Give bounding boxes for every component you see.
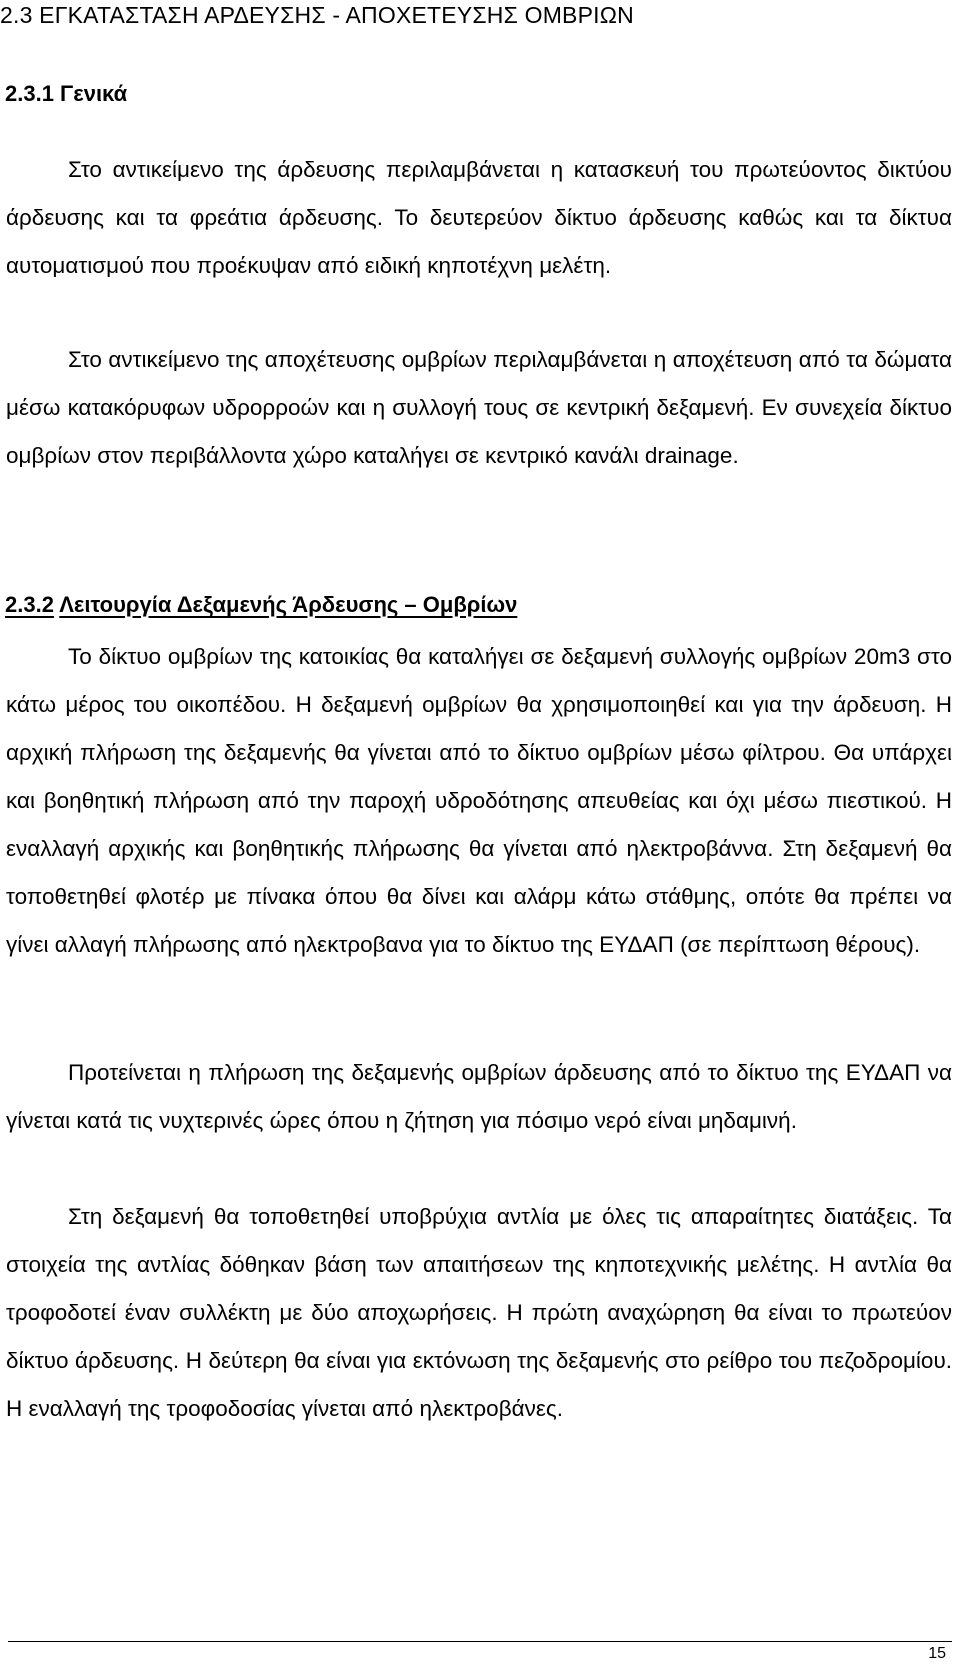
paragraph-text: Στο αντικείμενο της αποχέτευσης ομβρίων περιλαμβάνεται η αποχέτευση από τα δώματα μέσω κατακόρυφων υδρορροών και η συλλογή τους σε κεντρική δεξαμενή. Εν συνεχεία δίκτυο ομβρίων στον περιβάλλοντα χώρο καταλήγει σε κεντρικό κανάλι drainage.	[6, 347, 952, 468]
paragraph-tank-filling	[6, 1049, 952, 1145]
subsection-title-tank-operation	[5, 590, 517, 620]
paragraph-pump	[6, 1193, 952, 1433]
subsection-number: 2.3.2	[5, 592, 54, 617]
paragraph-stormwater-scope	[6, 336, 952, 480]
section-title: 2.3 ΕΓΚΑΤΑΣΤΑΣΗ ΑΡΔΕΥΣΗΣ - ΑΠΟΧΕΤΕΥΣΗΣ ΟΜΒΡΙΩΝ	[0, 2, 634, 28]
paragraph-irrigation-scope	[6, 146, 952, 290]
paragraph-text: Στο αντικείμενο της άρδευσης περιλαμβάνεται η κατασκευή του πρωτεύοντος δικτύου άρδευσης και τα φρεάτια άρδευσης. Το δευτερεύον δίκτυο άρδευσης καθώς και τα δίκτυα αυτοματισμού που προέκυψαν από ειδική κηποτέχνη μελέτη.	[6, 157, 952, 278]
paragraph-text: Προτείνεται η πλήρωση της δεξαμενής ομβρίων άρδευσης από το δίκτυο της ΕΥΔΑΠ να γίνεται κατά τις νυχτερινές ώρες όπου η ζήτηση για πόσιμο νερό είναι μηδαμινή.	[6, 1060, 952, 1133]
page-number: 15	[928, 1645, 946, 1662]
footer-divider	[8, 1641, 952, 1642]
paragraph-text: Στη δεξαμενή θα τοποθετηθεί υποβρύχια αντλία με όλες τις απαραίτητες διατάξεις. Τα στοιχεία της αντλίας δόθηκαν βάση των απαιτήσεων της κηποτεχνικής μελέτης. Η αντλία θα τροφοδοτεί έναν συλλέκτη με δύο αποχωρήσεις. Η πρώτη αναχώρηση θα είναι το πρωτεύον δίκτυο άρδευσης. Η δεύτερη θα είναι για εκτόνωση της δεξαμενής στο ρείθρο του πεζοδρομίου. Η εναλλαγή της τροφοδοσίας γίνεται από ηλεκτροβάνες.	[6, 1204, 952, 1421]
paragraph-tank-network	[6, 633, 952, 969]
paragraph-text: Το δίκτυο ομβρίων της κατοικίας θα καταλήγει σε δεξαμενή συλλογής ομβρίων 20m3 στο κάτω μέρος του οικοπέδου. Η δεξαμενή ομβρίων θα χρησιμοποιηθεί και για την άρδευση. Η αρχική πλήρωση της δεξαμενής θα γίνεται από το δίκτυο ομβρίων μέσω φίλτρου. Θα υπάρχει και βοηθητική πλήρωση από την παροχή υδροδότησης απευθείας και όχι μέσω πιεστικού. Η εναλλαγή αρχικής και βοηθητικής πλήρωσης θα γίνεται από ηλεκτροβάννα. Στη δεξαμενή θα τοποθετηθεί φλοτέρ με πίνακα όπου θα δίνει και αλάρμ κάτω στάθμης, οπότε θα πρέπει να γίνει αλλαγή πλήρωσης από ηλεκτροβανα για το δίκτυο της ΕΥΔΑΠ (σε περίπτωση θέρους).	[6, 644, 952, 957]
subsection-title-general: 2.3.1 Γενικά	[5, 81, 128, 106]
subsection-title-text: Λειτουργία Δεξαμενής Άρδευσης – Ομβρίων	[59, 592, 518, 617]
